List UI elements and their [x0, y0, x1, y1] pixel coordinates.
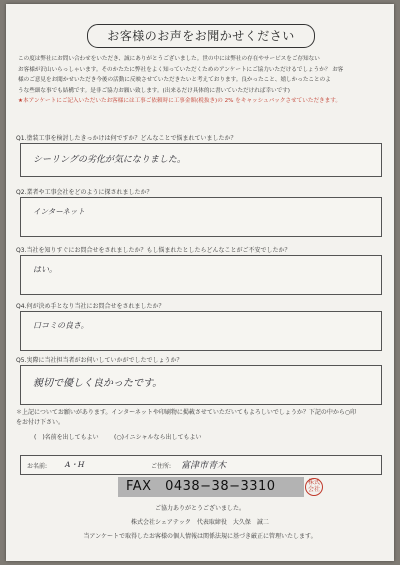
- answer-2: インターネット: [33, 207, 85, 216]
- page-title: お客様のお声をお聞かせください: [87, 24, 315, 48]
- answer-1: シーリングの劣化が気になりました。: [33, 155, 186, 165]
- question-5: Q5.実際に当社担当者がお伺いしていかがでしたでしょうか？: [16, 357, 183, 364]
- intro-text: [18, 54, 382, 107]
- intro-line: この度は弊社にお問い合わせをいただき、誠にありがとうございました。世の中には弊社の存在やサービスをご存知ない: [18, 56, 320, 62]
- name-value[interactable]: A・H: [65, 460, 85, 469]
- answer-4: 口コミの良さ。: [33, 321, 89, 330]
- intro-line: 様のご意見をお聞かせいただき今後の活動に反映させていただきたいと考えております。良かったこと、嬉しかったことのよ: [18, 77, 331, 84]
- thanks-text: ご協力ありがとうございました。: [154, 505, 245, 512]
- answer-box-2: [20, 197, 382, 237]
- question-1: Q1.塗装工事を検討したきっかけは何ですか？どんなことで悩まれていましたか？: [16, 135, 237, 142]
- company-seal: 株式会社: [305, 478, 323, 496]
- intro-line: うな些細な事でも結構です。是非ご協力お願い致します。(出来るだけ具体的に書いていただければ幸いです): [18, 87, 290, 94]
- answer-box-5: [20, 365, 382, 405]
- name-address-box: [20, 455, 382, 475]
- question-4: Q4.何が決め手となり当社にお問合せをされましたか？: [16, 303, 165, 310]
- answer-box-3: [20, 255, 382, 295]
- survey-sheet: [6, 4, 394, 561]
- option-name[interactable]: ( )名前を出してもよい: [34, 434, 99, 441]
- cashback-note: ★本アンケートにご記入いただいたお客様には工事ご依頼時に工事金額(税抜き)の 2% をキャッシュバックさせていただきます。: [18, 98, 341, 105]
- answer-3: はい。: [33, 265, 57, 274]
- question-2: Q2.業者や工事会社をどのように探されましたか？: [16, 189, 153, 196]
- address-value[interactable]: 富津市青木: [181, 461, 227, 471]
- company-name: 株式会社シェアテック 代表取締役 大久保 誠二: [131, 519, 269, 526]
- answer-5: 親切で優しく良かったです。: [33, 378, 163, 389]
- publish-request: [16, 408, 386, 428]
- address-label: ご住所:: [151, 463, 172, 470]
- intro-line: お客様が沢山いらっしゃいます。そのかたたに弊社をよく知っていただくためのアンケートにご協力いただけるでしょうか？ お客: [18, 66, 344, 73]
- fax-number: FAX 0438−38−3310: [118, 477, 304, 497]
- option-initial[interactable]: (○)イニシャルなら出してもよい: [114, 434, 202, 441]
- question-3: Q3.当社を知りすぐにお問合せをされましたか？もし悩まれたとしたらどんなことがご不安でしたか？: [16, 247, 291, 254]
- publish-line: をお付け下さい。: [16, 419, 65, 426]
- privacy-notice: 当アンケートで取得したお客様の個人情報は関係法規に基づき厳正に管理いたします。: [83, 533, 317, 540]
- publish-line: ＊上記についてお願いがあります。インターネットや印刷物に掲載させていただいてもよろしいでしょうか？下記の中から○印: [16, 409, 357, 416]
- name-label: お名前:: [27, 463, 48, 470]
- answer-box-1: [20, 143, 382, 177]
- answer-box-4: [20, 311, 382, 351]
